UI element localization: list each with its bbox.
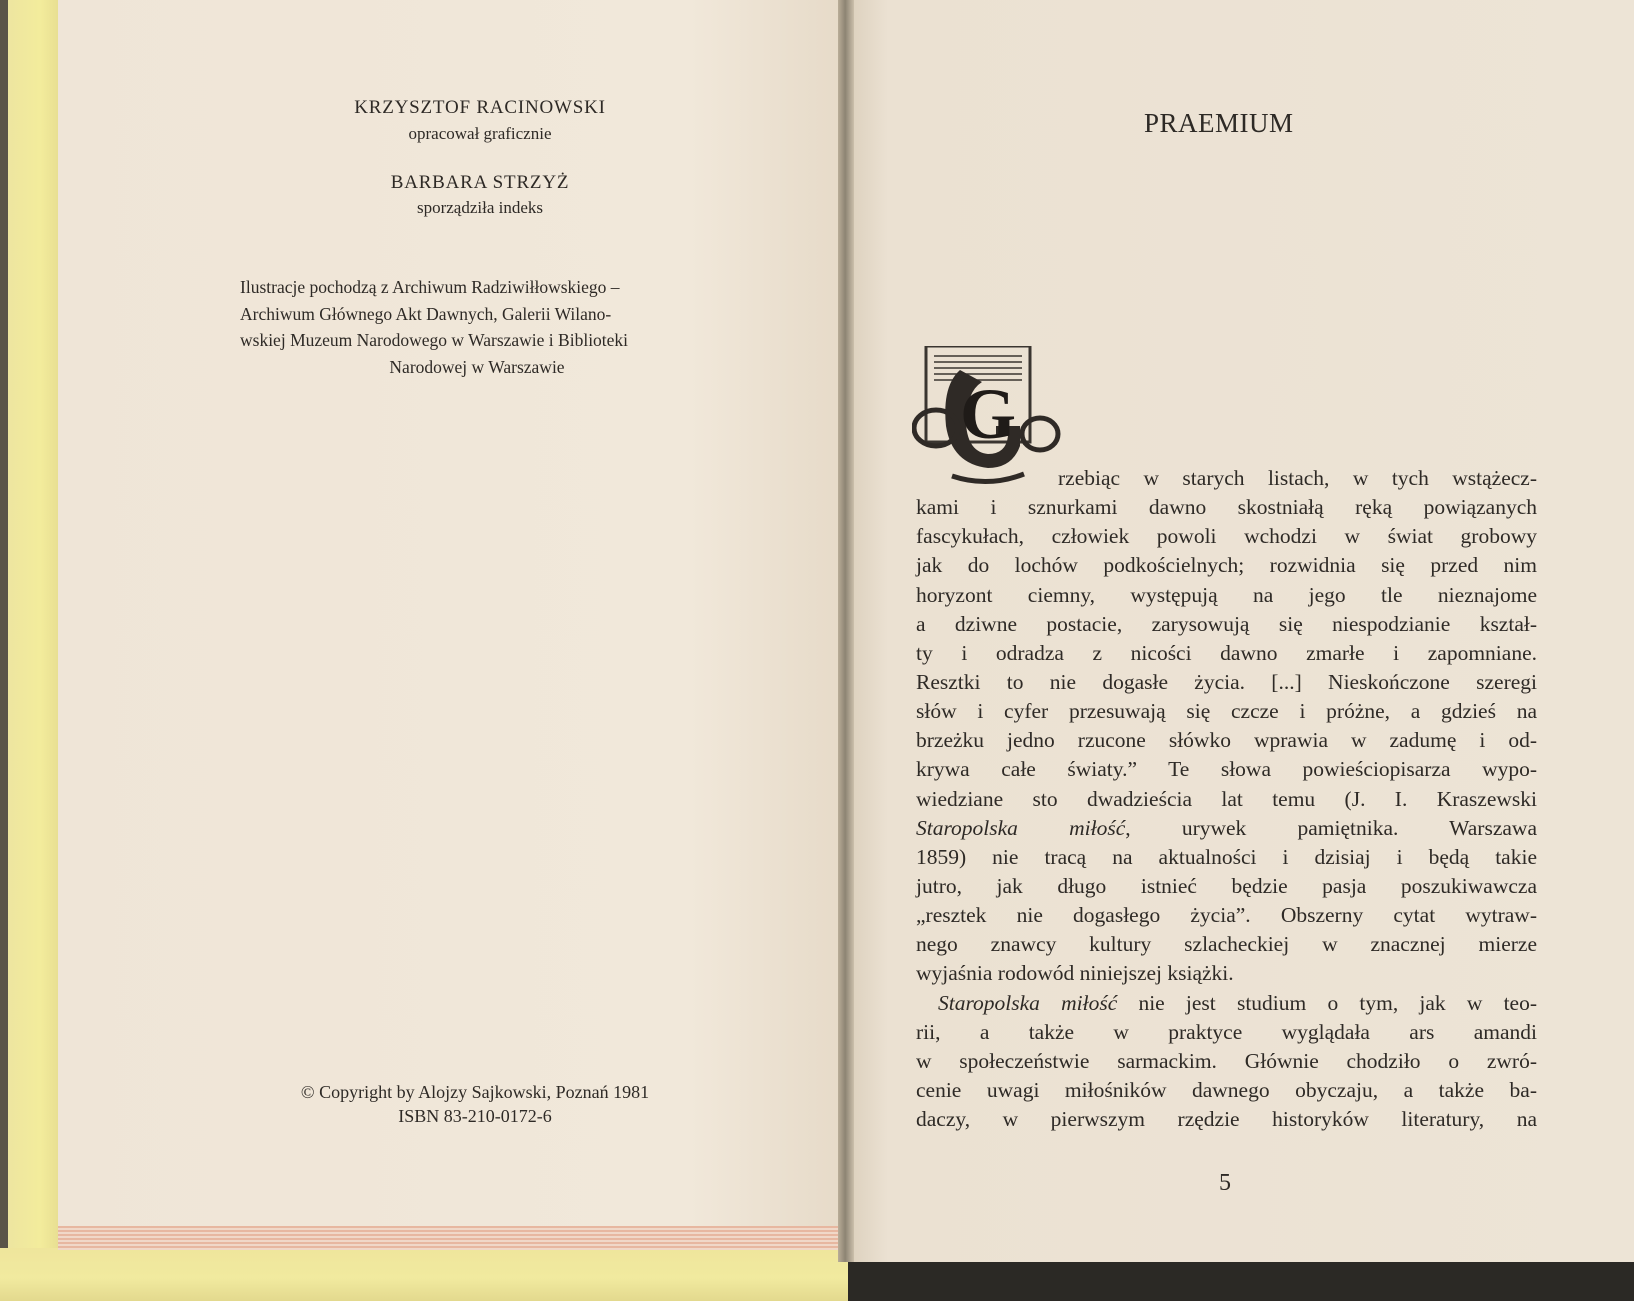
illustrations-line: wskiej Muzeum Narodowego w Warszawie i Biblioteki bbox=[240, 330, 629, 351]
text-line: ty i odradza z nicości dawno zmarłe i zapomniane. bbox=[916, 640, 1537, 665]
illustrations-line: Archiwum Głównego Akt Dawnych, Galerii Wilano- bbox=[240, 303, 612, 324]
page-stack-edge bbox=[58, 1226, 848, 1250]
text-line: krywa całe światy.” Te słowa powieściopisarza wypo- bbox=[916, 757, 1537, 782]
text-line: rzebiąc w starych listach, w tych wstążecz- bbox=[1058, 466, 1537, 490]
credit-index-role: sporządziła indeks bbox=[416, 198, 544, 217]
text-line: kami i sznurkami dawno skostniałą ręką powiązanych bbox=[916, 495, 1537, 520]
text-line: a dziwne postacie, zarysowują się niespodzianie kształ- bbox=[916, 611, 1537, 636]
illustrations-note bbox=[240, 274, 714, 380]
text-line: w społeczeństwie sarmackim. Głównie chodziło o zwró- bbox=[916, 1048, 1537, 1073]
text-line: wyjaśnia rodowód niniejszej książki. bbox=[916, 961, 1234, 986]
copyright-line: © Copyright by Alojzy Sajkowski, Poznań 1981 bbox=[300, 1082, 650, 1102]
text-line: wiedziane sto dwadzieścia lat temu (J. I. Kraszewski bbox=[916, 786, 1537, 811]
cover-shadow bbox=[0, 0, 8, 1301]
svg-text:G: G bbox=[959, 374, 1017, 454]
credit-graphic-designer: KRZYSZTOF RACINOWSKI bbox=[354, 97, 606, 118]
text-line: „resztek nie dogasłego życia”. Obszerny cytat wytraw- bbox=[916, 903, 1537, 928]
page-number: 5 bbox=[1219, 1170, 1231, 1196]
book-title-italic: Staropolska miłość bbox=[938, 990, 1118, 1015]
text-line: brzeżku jedno rzucone słówko wprawia w zadumę i od- bbox=[916, 728, 1537, 753]
text-line: Staropolska miłość nie jest studium o tym, jak w teo- bbox=[938, 990, 1538, 1015]
text-line: nego znawcy kultury szlacheckiej w znacznej mierze bbox=[916, 932, 1537, 957]
text-line: rii, a także w praktyce wyglądała ars amandi bbox=[916, 1019, 1537, 1044]
book-title-italic: Staropolska miłość bbox=[916, 815, 1126, 840]
scan-background bbox=[848, 1262, 1634, 1301]
text-line: fascykułach, człowiek powoli wchodzi w świat grobowy bbox=[916, 524, 1537, 549]
text-line: jak do lochów podkościelnych; rozwidnia się przed nim bbox=[916, 553, 1537, 578]
credit-graphic-role: opracował graficznie bbox=[408, 124, 552, 143]
credit-indexer: BARBARA STRZYŻ bbox=[390, 172, 570, 193]
text-line: słów i cyfer przesuwają się czcze i próżne, a gdzieś na bbox=[916, 699, 1537, 724]
text-line: daczy, w pierwszym rzędzie historyków literatury, na bbox=[916, 1107, 1537, 1132]
cover-edge bbox=[0, 0, 58, 1301]
text-line: horyzont ciemny, występują na jego tle nieznajome bbox=[916, 582, 1537, 607]
illustrations-line: Ilustracje pochodzą z Archiwum Radziwiłłowskiego – bbox=[240, 277, 620, 297]
text-line: jutro, jak długo istnieć będzie pasja poszukiwawcza bbox=[916, 873, 1537, 898]
text-line: 1859) nie tracą na aktualności i dzisiaj i będą takie bbox=[916, 844, 1537, 869]
text-line: Resztki to nie dogasłe życia. [...] Nieskończone szeregi bbox=[916, 669, 1537, 694]
book-gutter bbox=[838, 0, 854, 1262]
copyright-block bbox=[255, 1080, 695, 1128]
chapter-title: PRAEMIUM bbox=[1144, 108, 1294, 138]
body-text bbox=[916, 464, 1537, 1134]
isbn-line: ISBN 83-210-0172-6 bbox=[398, 1106, 552, 1126]
illustrations-line: Narodowej w Warszawie bbox=[389, 356, 565, 377]
cover-bottom-edge bbox=[0, 1248, 848, 1301]
text-line: Staropolska miłość, urywek pamiętnika. Warszawa bbox=[916, 815, 1537, 840]
text-line: cenie uwagi miłośników dawnego obyczaju, a także ba- bbox=[916, 1077, 1537, 1102]
